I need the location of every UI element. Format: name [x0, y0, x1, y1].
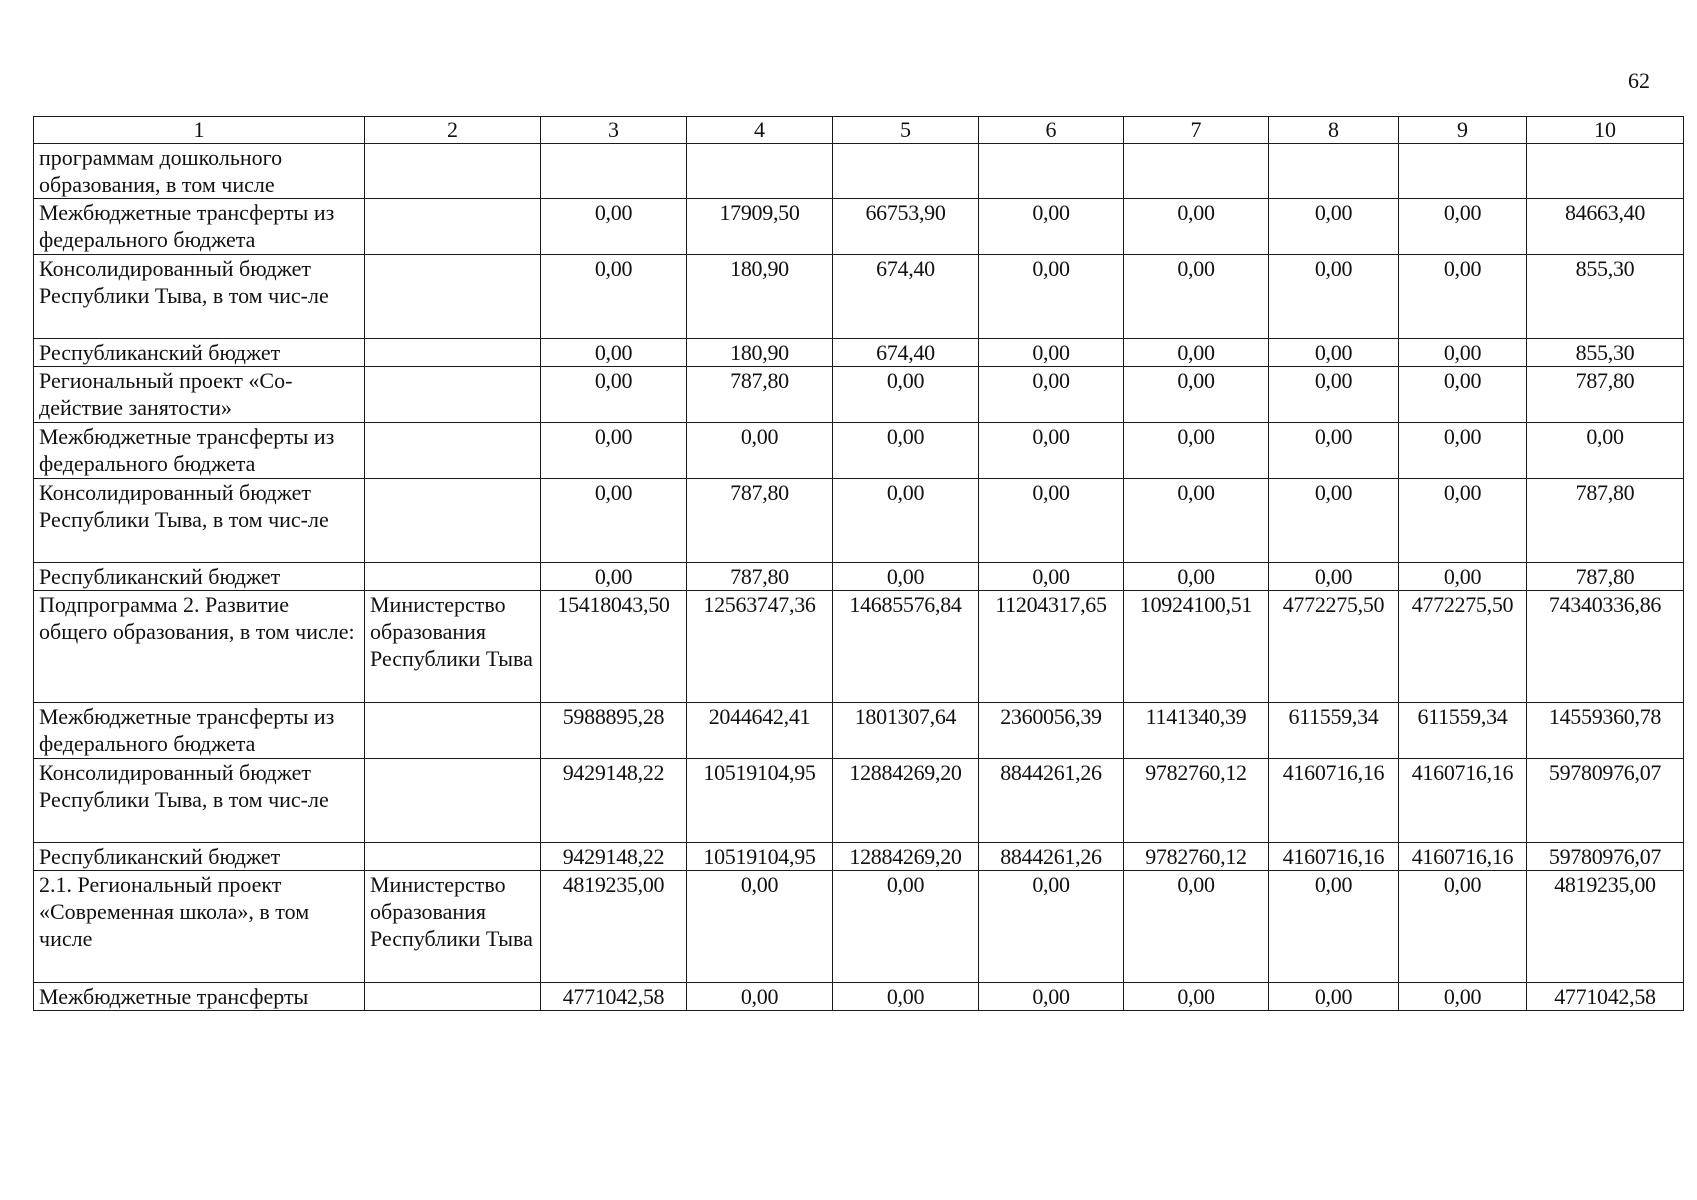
column-header-7: 7 — [1124, 117, 1269, 144]
total-cell: 787,80 — [1527, 563, 1684, 591]
value-cell: 0,00 — [1269, 563, 1399, 591]
value-cell: 787,80 — [687, 367, 833, 423]
value-cell — [687, 144, 833, 199]
row-executor — [365, 479, 541, 563]
value-cell: 14685576,84 — [833, 591, 979, 703]
row-description: Консолидированный бюджет Республики Тыва, в том чис-ле — [34, 759, 365, 843]
value-cell: 0,00 — [979, 871, 1124, 983]
value-cell: 0,00 — [1269, 255, 1399, 339]
value-cell: 4160716,16 — [1399, 759, 1527, 843]
value-cell: 0,00 — [541, 479, 687, 563]
value-cell: 0,00 — [979, 423, 1124, 479]
value-cell: 0,00 — [1124, 339, 1269, 367]
page-number: 62 — [1628, 68, 1650, 93]
row-executor — [365, 367, 541, 423]
row-executor — [365, 144, 541, 199]
value-cell: 0,00 — [541, 199, 687, 255]
value-cell: 0,00 — [1269, 199, 1399, 255]
value-cell: 0,00 — [979, 367, 1124, 423]
value-cell: 0,00 — [541, 367, 687, 423]
value-cell: 11204317,65 — [979, 591, 1124, 703]
value-cell: 0,00 — [687, 983, 833, 1011]
budget-table — [33, 116, 1684, 1011]
value-cell: 0,00 — [979, 255, 1124, 339]
value-cell — [1269, 144, 1399, 199]
value-cell: 0,00 — [1269, 423, 1399, 479]
value-cell: 0,00 — [979, 479, 1124, 563]
value-cell — [1399, 144, 1527, 199]
value-cell: 787,80 — [687, 479, 833, 563]
total-cell: 787,80 — [1527, 479, 1684, 563]
value-cell: 4160716,16 — [1269, 843, 1399, 871]
table-row — [34, 843, 1684, 871]
value-cell: 0,00 — [833, 367, 979, 423]
value-cell: 0,00 — [541, 255, 687, 339]
value-cell: 0,00 — [1269, 479, 1399, 563]
value-cell: 66753,90 — [833, 199, 979, 255]
value-cell: 0,00 — [1399, 367, 1527, 423]
row-description: Консолидированный бюджет Республики Тыва, в том чис-ле — [34, 255, 365, 339]
row-executor: Министерство образования Республики Тыва — [365, 871, 541, 983]
table-row — [34, 563, 1684, 591]
total-cell: 4819235,00 — [1527, 871, 1684, 983]
row-description: Подпрограмма 2. Развитие общего образования, в том числе: — [34, 591, 365, 703]
value-cell — [1124, 144, 1269, 199]
total-cell: 855,30 — [1527, 339, 1684, 367]
total-cell: 787,80 — [1527, 367, 1684, 423]
row-description: Республиканский бюджет — [34, 563, 365, 591]
value-cell: 0,00 — [687, 871, 833, 983]
value-cell: 0,00 — [1399, 563, 1527, 591]
column-header-3: 3 — [541, 117, 687, 144]
total-cell: 59780976,07 — [1527, 759, 1684, 843]
value-cell: 0,00 — [1399, 983, 1527, 1011]
value-cell: 674,40 — [833, 255, 979, 339]
table-row — [34, 144, 1684, 199]
value-cell: 5988895,28 — [541, 703, 687, 759]
column-header-1: 1 — [34, 117, 365, 144]
value-cell: 0,00 — [1124, 199, 1269, 255]
value-cell: 0,00 — [833, 479, 979, 563]
row-description: Республиканский бюджет — [34, 339, 365, 367]
value-cell: 0,00 — [833, 871, 979, 983]
value-cell: 674,40 — [833, 339, 979, 367]
value-cell: 0,00 — [1399, 479, 1527, 563]
value-cell: 0,00 — [1269, 871, 1399, 983]
value-cell: 0,00 — [979, 199, 1124, 255]
value-cell: 0,00 — [541, 339, 687, 367]
value-cell: 0,00 — [1124, 563, 1269, 591]
value-cell: 0,00 — [1124, 367, 1269, 423]
value-cell: 0,00 — [1124, 479, 1269, 563]
value-cell: 0,00 — [541, 423, 687, 479]
value-cell: 0,00 — [1124, 871, 1269, 983]
value-cell: 10924100,51 — [1124, 591, 1269, 703]
value-cell: 4160716,16 — [1399, 843, 1527, 871]
value-cell: 0,00 — [833, 563, 979, 591]
value-cell — [979, 144, 1124, 199]
column-header-5: 5 — [833, 117, 979, 144]
header-row — [34, 117, 1684, 144]
value-cell: 2360056,39 — [979, 703, 1124, 759]
value-cell: 787,80 — [687, 563, 833, 591]
value-cell: 0,00 — [979, 339, 1124, 367]
value-cell: 1801307,64 — [833, 703, 979, 759]
table-row — [34, 339, 1684, 367]
value-cell: 4819235,00 — [541, 871, 687, 983]
value-cell: 10519104,95 — [687, 759, 833, 843]
value-cell: 611559,34 — [1269, 703, 1399, 759]
value-cell: 15418043,50 — [541, 591, 687, 703]
value-cell — [833, 144, 979, 199]
row-description: 2.1. Региональный проект «Современная школа», в том числе — [34, 871, 365, 983]
row-executor — [365, 563, 541, 591]
value-cell: 12884269,20 — [833, 843, 979, 871]
value-cell: 611559,34 — [1399, 703, 1527, 759]
value-cell: 0,00 — [1269, 339, 1399, 367]
row-description: программам дошкольного образования, в том числе — [34, 144, 365, 199]
column-header-2: 2 — [365, 117, 541, 144]
table-row — [34, 199, 1684, 255]
row-description: Республиканский бюджет — [34, 843, 365, 871]
column-header-9: 9 — [1399, 117, 1527, 144]
table-row — [34, 703, 1684, 759]
row-description: Межбюджетные трансферты из федерального бюджета — [34, 199, 365, 255]
total-cell: 14559360,78 — [1527, 703, 1684, 759]
column-header-10: 10 — [1527, 117, 1684, 144]
value-cell: 8844261,26 — [979, 759, 1124, 843]
value-cell: 0,00 — [1399, 871, 1527, 983]
table-row — [34, 871, 1684, 983]
value-cell: 4772275,50 — [1399, 591, 1527, 703]
value-cell: 0,00 — [1399, 199, 1527, 255]
row-executor — [365, 339, 541, 367]
value-cell: 0,00 — [1399, 423, 1527, 479]
column-header-4: 4 — [687, 117, 833, 144]
total-cell: 0,00 — [1527, 423, 1684, 479]
value-cell: 0,00 — [1399, 255, 1527, 339]
value-cell: 9782760,12 — [1124, 759, 1269, 843]
row-executor — [365, 199, 541, 255]
value-cell: 4771042,58 — [541, 983, 687, 1011]
value-cell: 0,00 — [687, 423, 833, 479]
row-description: Региональный проект «Со-действие занятости» — [34, 367, 365, 423]
table-row — [34, 591, 1684, 703]
value-cell: 12563747,36 — [687, 591, 833, 703]
value-cell: 12884269,20 — [833, 759, 979, 843]
value-cell: 180,90 — [687, 339, 833, 367]
total-cell: 855,30 — [1527, 255, 1684, 339]
value-cell: 9782760,12 — [1124, 843, 1269, 871]
row-executor: Министерство образования Республики Тыва — [365, 591, 541, 703]
value-cell: 0,00 — [979, 983, 1124, 1011]
total-cell: 74340336,86 — [1527, 591, 1684, 703]
value-cell: 4160716,16 — [1269, 759, 1399, 843]
row-description: Консолидированный бюджет Республики Тыва, в том чис-ле — [34, 479, 365, 563]
row-executor — [365, 759, 541, 843]
row-executor — [365, 423, 541, 479]
value-cell: 0,00 — [833, 983, 979, 1011]
value-cell: 0,00 — [1124, 423, 1269, 479]
value-cell: 0,00 — [979, 563, 1124, 591]
row-description: Межбюджетные трансферты из федерального бюджета — [34, 703, 365, 759]
value-cell: 17909,50 — [687, 199, 833, 255]
row-description: Межбюджетные трансферты из федерального бюджета — [34, 423, 365, 479]
total-cell: 84663,40 — [1527, 199, 1684, 255]
value-cell: 0,00 — [1399, 339, 1527, 367]
value-cell: 2044642,41 — [687, 703, 833, 759]
row-description: Межбюджетные трансферты — [34, 983, 365, 1011]
table-row — [34, 255, 1684, 339]
column-header-6: 6 — [979, 117, 1124, 144]
row-executor — [365, 983, 541, 1011]
value-cell: 0,00 — [1269, 983, 1399, 1011]
total-cell — [1527, 144, 1684, 199]
row-executor — [365, 255, 541, 339]
value-cell: 0,00 — [1269, 367, 1399, 423]
value-cell: 1141340,39 — [1124, 703, 1269, 759]
value-cell: 9429148,22 — [541, 759, 687, 843]
value-cell: 8844261,26 — [979, 843, 1124, 871]
table-row — [34, 759, 1684, 843]
table-row — [34, 983, 1684, 1011]
row-executor — [365, 843, 541, 871]
value-cell: 180,90 — [687, 255, 833, 339]
value-cell: 0,00 — [833, 423, 979, 479]
value-cell: 0,00 — [541, 563, 687, 591]
value-cell — [541, 144, 687, 199]
row-executor — [365, 703, 541, 759]
value-cell: 0,00 — [1124, 255, 1269, 339]
total-cell: 4771042,58 — [1527, 983, 1684, 1011]
value-cell: 0,00 — [1124, 983, 1269, 1011]
table-row — [34, 479, 1684, 563]
value-cell: 10519104,95 — [687, 843, 833, 871]
value-cell: 4772275,50 — [1269, 591, 1399, 703]
table-row — [34, 423, 1684, 479]
column-header-8: 8 — [1269, 117, 1399, 144]
table-row — [34, 367, 1684, 423]
total-cell: 59780976,07 — [1527, 843, 1684, 871]
value-cell: 9429148,22 — [541, 843, 687, 871]
